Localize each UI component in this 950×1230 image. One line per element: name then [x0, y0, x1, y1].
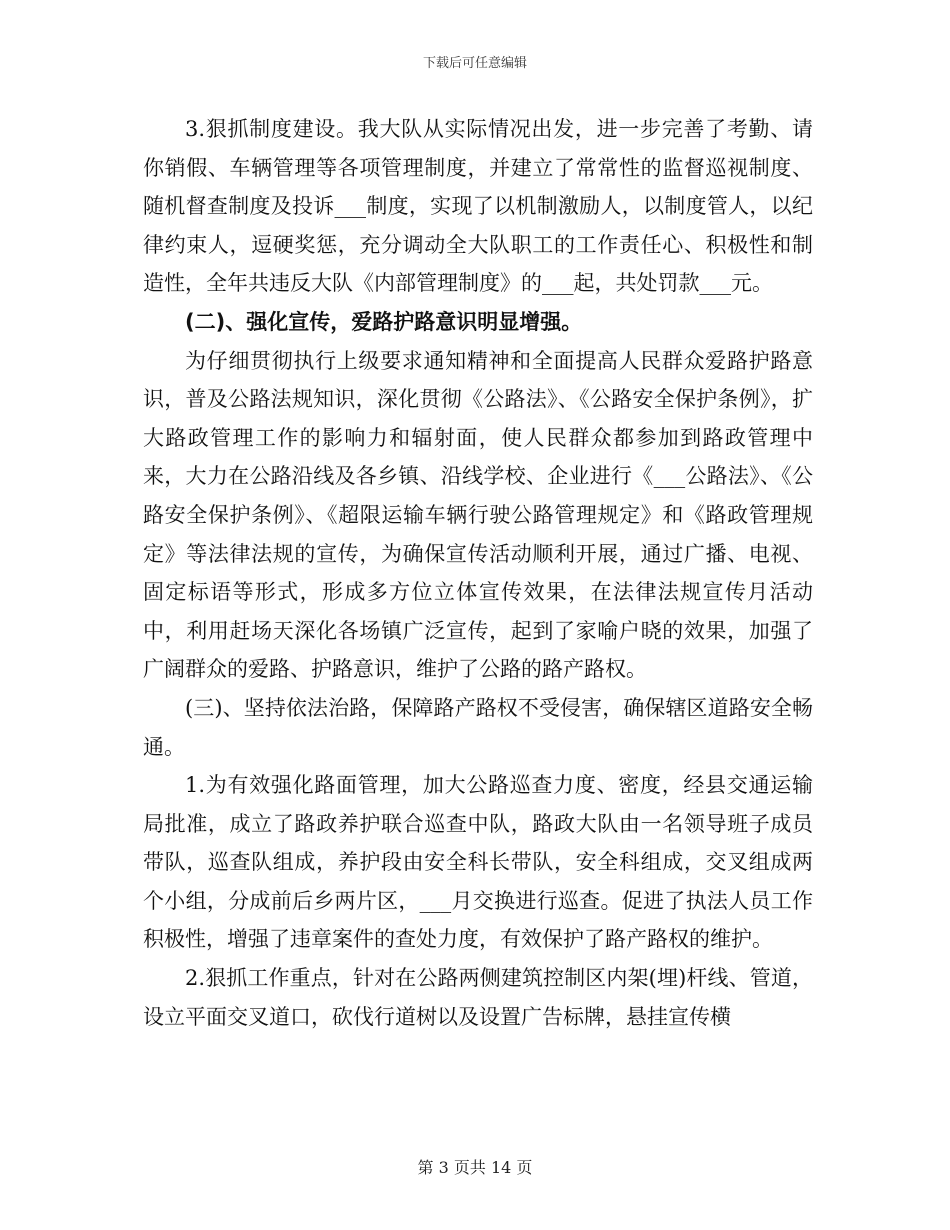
paragraph-road-patrol: 1.为有效强化路面管理，加大公路巡查力度、密度，经县交通运输局批准，成立了路政养护联合巡查中队，路政大队由一名领导班子成员带队，巡查队组成，养护段由安全科长带队，安全科组成，交叉组成两个小组，分成前后乡两片区，___月交换进行巡查。促进了执法人员工作积极性，增强了违章案件的查处力度，有效保护了路产路权的维护。	[143, 773, 813, 952]
page-header: 下载后可任意编辑	[422, 56, 527, 71]
paragraph-publicity: 为仔细贯彻执行上级要求通知精神和全面提高人民群众爱路护路意识，普及公路法规知识，深化贯彻《公路法》、《公路安全保护条例》，扩大路政管理工作的影响力和辐射面，使人民群众都参加到路政管理中来，大力在公路沿线及各乡镇、沿线学校、企业进行《___公路法》、《公路安全保护条例》、《超限运输车辆行驶公路管理规定》和《路政管理规定》等法律法规的宣传，为确保宣传活动顺利开展，通过广播、电视、固定标语等形式，形成多方位立体宣传效果，在法律法规宣传月活动中，利用赶场天深化各场镇广泛宣传，起到了家喻户晓的效果，加强了广阔群众的爱路、护路意识，维护了公路的路产路权。	[143, 348, 813, 682]
section-heading-law-enforcement: (三)、坚持依法治路，保障路产路权不受侵害，确保辖区道路安全畅通。	[143, 695, 813, 759]
section-heading-publicity: (二)、强化宣传，爱路护路意识明显增强。	[185, 309, 583, 334]
page-footer: 第 3 页共 14 页	[417, 1158, 533, 1177]
paragraph-work-focus: 2.狠抓工作重点，针对在公路两侧建筑控制区内架(埋)杆线、管道，设立平面交叉道口，砍伐行道树以及设置广告标牌，悬挂宣传横	[143, 966, 813, 1029]
paragraph-system-building: 3.狠抓制度建设。我大队从实际情况出发，进一步完善了考勤、请你销假、车辆管理等各项管理制度，并建立了常常性的监督巡视制度、随机督查制度及投诉___制度，实现了以机制激励人，以制度管人，以纪律约束人，逗硬奖惩，充分调动全大队职工的工作责任心、积极性和制造性，全年共违反大队《内部管理制度》的___起，共处罚款___元。	[143, 117, 813, 296]
document-body	[143, 110, 813, 1036]
